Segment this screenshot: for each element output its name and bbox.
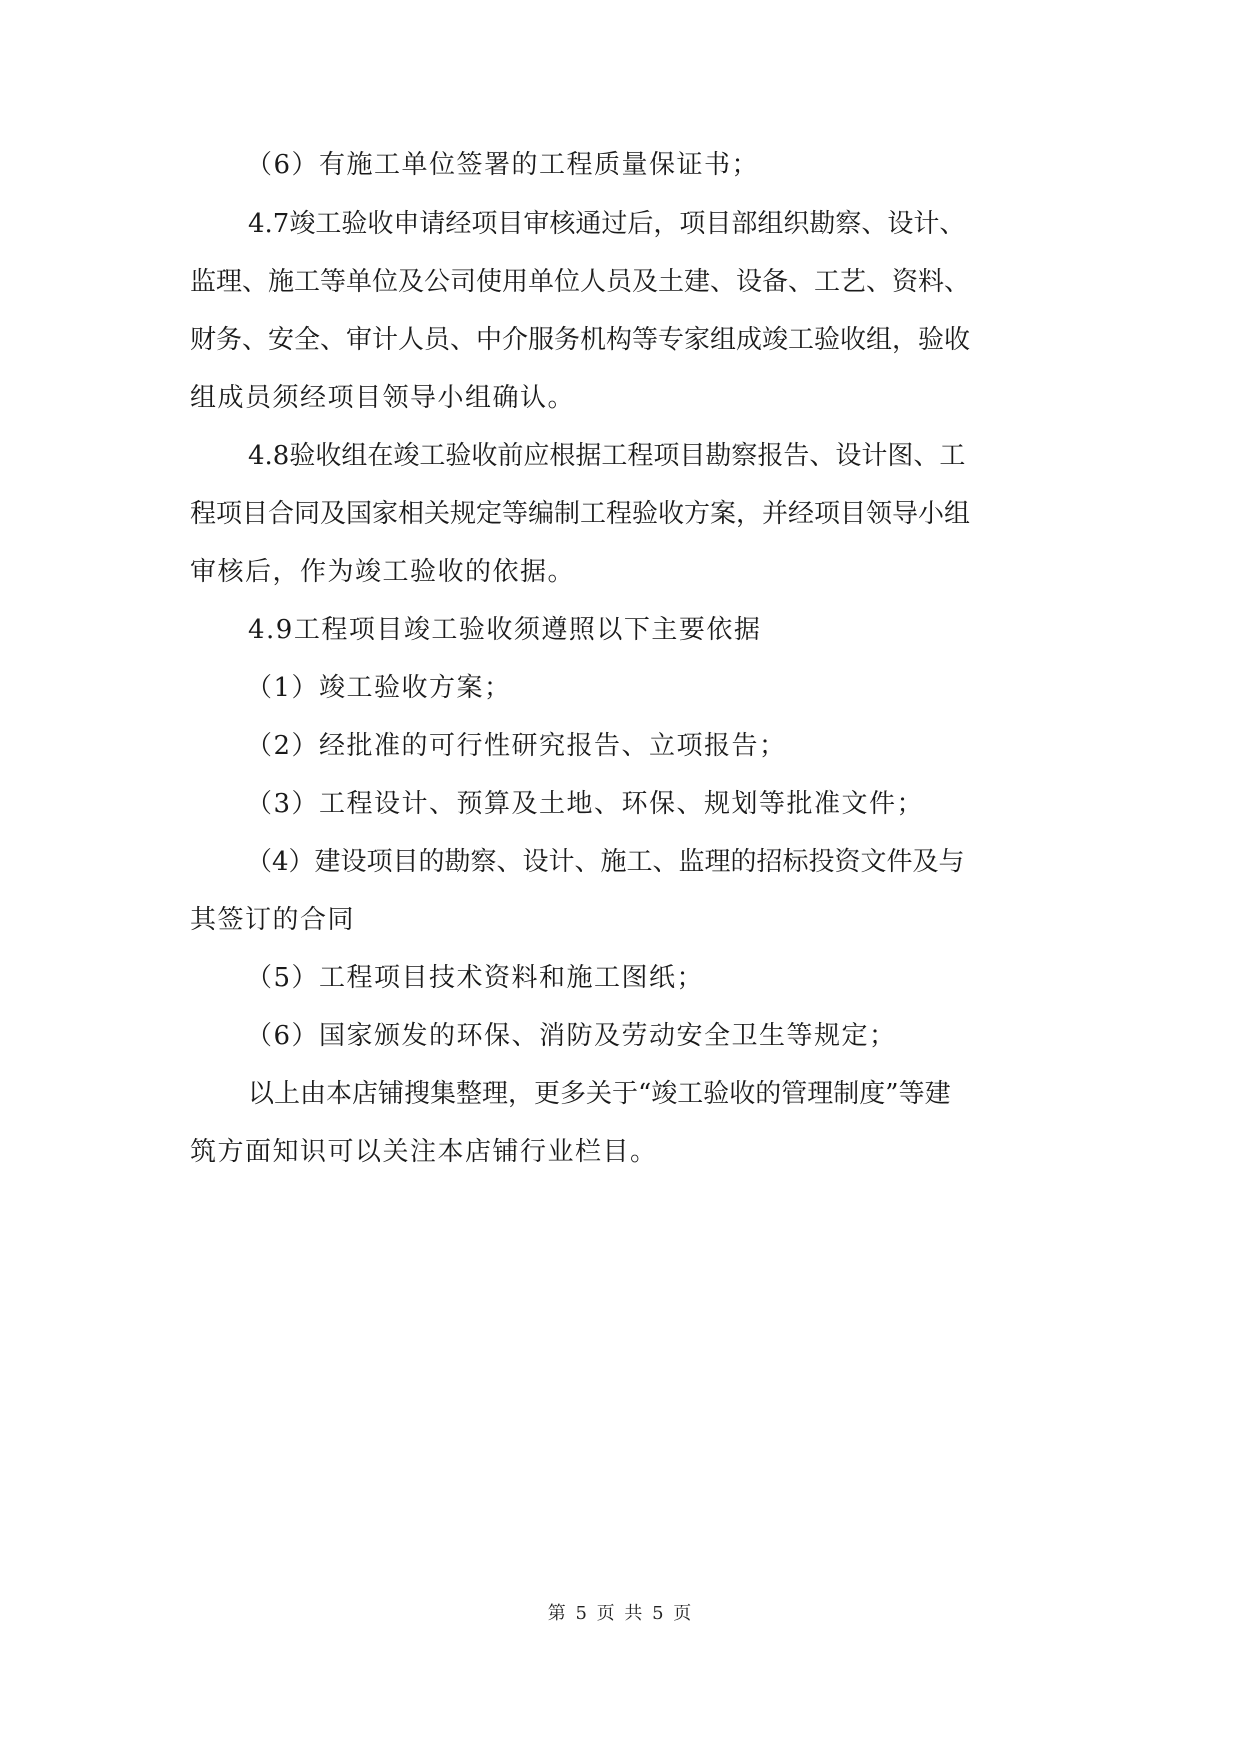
text-line: 财务、安全、审计人员、中介服务机构等专家组成竣工验收组，验收 [190, 325, 971, 355]
text-line: （5）工程项目技术资料和施工图纸； [246, 963, 705, 993]
text-line: （3）工程设计、预算及土地、环保、规划等批准文件； [246, 789, 925, 819]
text-line: 审核后，作为竣工验收的依据。 [190, 557, 576, 587]
text-line: 监理、施工等单位及公司使用单位人员及土建、设备、工艺、资料、 [190, 267, 971, 297]
text-line: （6）有施工单位签署的工程质量保证书； [246, 150, 760, 180]
text-line: （6）国家颁发的环保、消防及劳动安全卫生等规定； [246, 1021, 897, 1051]
text-line: 程项目合同及国家相关规定等编制工程验收方案，并经项目领导小组 [190, 499, 971, 529]
text-line: 其签订的合同 [190, 905, 356, 935]
text-line: （2）经批准的可行性研究报告、立项报告； [246, 731, 787, 761]
text-line: 4.9工程项目竣工验收须遵照以下主要依据 [248, 615, 762, 645]
text-line: （4）建设项目的勘察、设计、施工、监理的招标投资文件及与 [246, 847, 965, 877]
text-line: 筑方面知识可以关注本店铺行业栏目。 [190, 1137, 658, 1167]
page-number-footer: 第 5 页 共 5 页 [547, 1603, 694, 1624]
text-line: 以上由本店铺搜集整理，更多关于“竣工验收的管理制度”等建 [248, 1079, 951, 1109]
text-line: 4.8验收组在竣工验收前应根据工程项目勘察报告、设计图、工 [248, 441, 966, 471]
text-line: （1）竣工验收方案； [246, 673, 512, 703]
text-line: 组成员须经项目领导小组确认。 [190, 383, 576, 413]
text-line: 4.7竣工验收申请经项目审核通过后，项目部组织勘察、设计、 [248, 209, 966, 239]
